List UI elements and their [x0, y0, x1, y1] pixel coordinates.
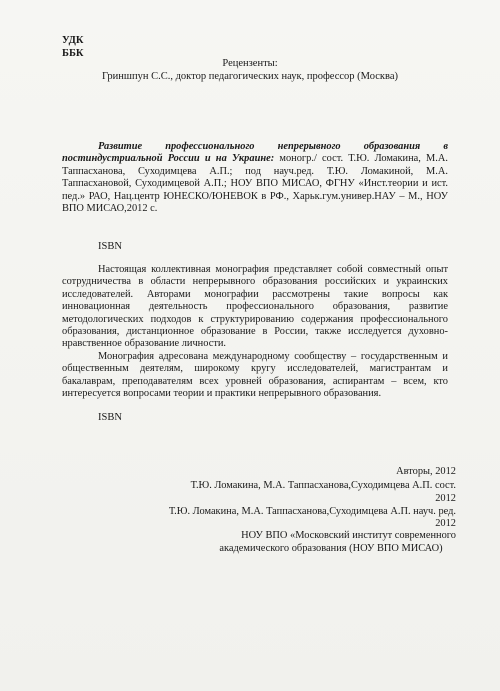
classification-codes [62, 34, 84, 60]
udk-label: УДК [62, 35, 84, 46]
isbn-top: ISBN [98, 241, 122, 252]
copyright-authors: Авторы, 2012 [396, 466, 456, 477]
abstract-paragraph-2: Монография адресована международному сообществу – государственным и общественным деятелям, широкому кругу исследователей, магистрантам и бакалаврам, преподавателям всех уровней образования, аспирантам – всем, кто интересуется вопросами теории и практики непрерывного образования. [62, 350, 448, 400]
copyright-compilers-year: 2012 [435, 493, 456, 504]
reviewers-heading: Рецензенты: [222, 58, 278, 69]
book-title: Развитие профессионального непрерывного образования в постиндустриальной России и на Украине: [62, 141, 448, 165]
bibliographic-details: моногр./ сост. Т.Ю. Ломакина, М.А. Таппасханова, Суходимцева А.П.; под науч.ред. Т.Ю. Ломакиной, М.А. Таппасхановой, Суходимцевой А.П.; НОУ ВПО МИСАО, ФГНУ «Инст.теории и ист. пед.» РАО, Нац.центр ЮНЕСКО/ЮНЕВОК в РФ., Харьк.гум.универ.НАУ – М., НОУ ВПО МИСАО,2012 с. [62, 153, 448, 215]
copyright-editors: Т.Ю. Ломакина, М.А. Таппасханова,Суходимцева А.П. науч. ред. [168, 506, 456, 517]
copyright-publisher-line2: академического образования (НОУ ВПО МИСАО) [219, 543, 443, 554]
copyright-editors-year: 2012 [435, 518, 456, 529]
copyright-compilers: Т.Ю. Ломакина, М.А. Таппасханова,Суходимцева А.П. сост. [190, 480, 456, 491]
abstract [62, 264, 448, 400]
isbn-bottom: ISBN [98, 412, 122, 423]
bibliographic-record [62, 141, 448, 215]
bbk-label: ББК [62, 48, 84, 59]
reviewer-name: Гриншпун С.С., доктор педагогических наук, профессор (Москва) [101, 71, 398, 82]
copyright-publisher-line1: НОУ ВПО «Московский институт современного [241, 530, 456, 541]
abstract-paragraph-1: Настоящая коллективная монография представляет собой совместный опыт сотрудничества в области непрерывного образования российских и украинских исследователей. Авторами монографии рассмотрены такие вопросы как инновационная деятельность профессионального образования, развитие методологических подходов к структурированию содержания профессионального образования, дистанционное образование в России, также исследуется духовно-нравственное образование личности. [62, 264, 448, 350]
